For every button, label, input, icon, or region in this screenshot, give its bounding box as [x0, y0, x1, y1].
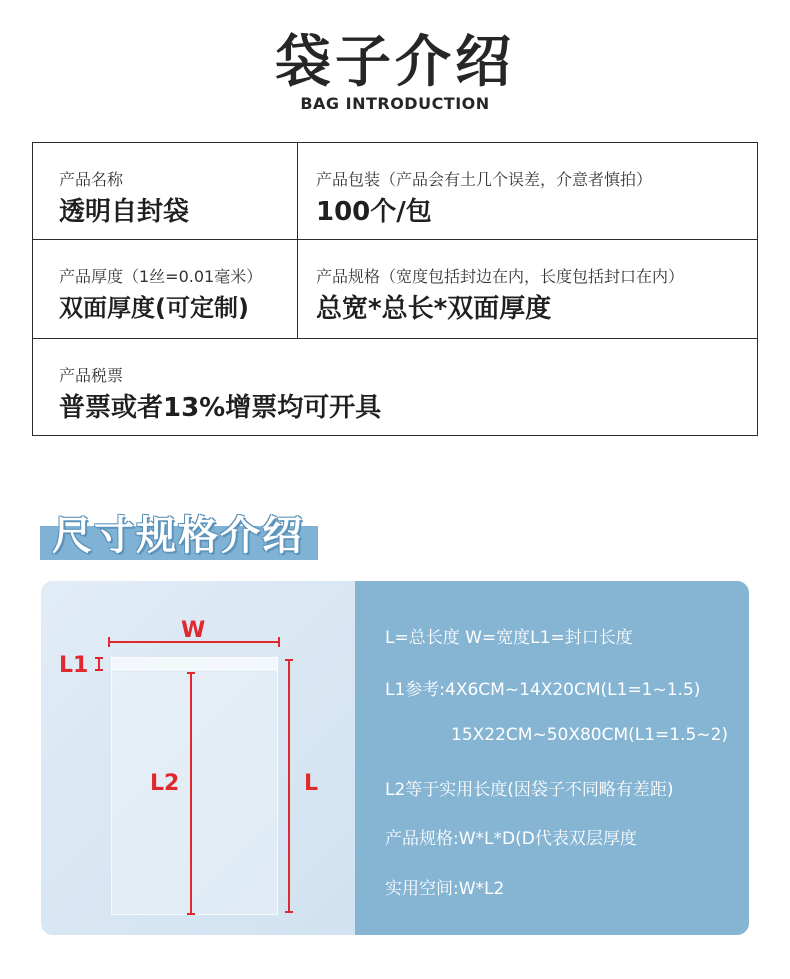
spec-label: 产品名称: [59, 170, 124, 189]
section-heading: [40, 504, 320, 560]
info-line: L1参考:4X6CM~14X20CM(L1=1~1.5): [385, 680, 701, 700]
spec-cell-thickness: [33, 240, 298, 339]
spec-label: 产品规格（宽度包括封边在内，长度包括封口在内）: [316, 267, 685, 286]
spec-value: 透明自封袋: [59, 197, 190, 227]
info-line: L=总长度 W=宽度L1=封口长度: [385, 628, 633, 648]
bag-diagram: [41, 581, 355, 935]
page-subtitle: BAG INTRODUCTION: [300, 94, 490, 113]
spec-label: 产品税票: [59, 366, 124, 385]
spec-label: 产品厚度（1丝=0.01毫米）: [59, 267, 263, 286]
l-label: L: [304, 771, 319, 796]
spec-value: 普票或者13%增票均可开具: [59, 393, 382, 423]
w-label: W: [181, 618, 206, 643]
spec-table: [32, 142, 758, 436]
spec-value: 双面厚度(可定制): [59, 294, 249, 322]
l1-label: L1: [59, 653, 89, 678]
spec-value: 总宽*总长*双面厚度: [316, 294, 552, 324]
info-line: L2等于实用长度(因袋子不同略有差距): [385, 780, 674, 800]
size-panel: [41, 581, 749, 935]
page-title: 袋子介绍: [275, 30, 515, 95]
spec-value: 100个/包: [316, 197, 432, 227]
spec-cell-name: [33, 143, 298, 240]
spec-label: 产品包装（产品会有土几个误差，介意者慎拍）: [316, 170, 653, 189]
spec-cell-packaging: [298, 143, 757, 240]
section-heading-text: 尺寸规格介绍: [52, 513, 304, 559]
size-info: [355, 581, 749, 935]
l2-label: L2: [150, 771, 180, 796]
spec-cell-invoice: [33, 339, 757, 435]
info-line: 实用空间:W*L2: [385, 879, 505, 899]
info-line: 产品规格:W*L*D(D代表双层厚度: [385, 829, 637, 849]
info-line: 15X22CM~50X80CM(L1=1.5~2): [451, 725, 729, 745]
spec-cell-spec: [298, 240, 757, 339]
